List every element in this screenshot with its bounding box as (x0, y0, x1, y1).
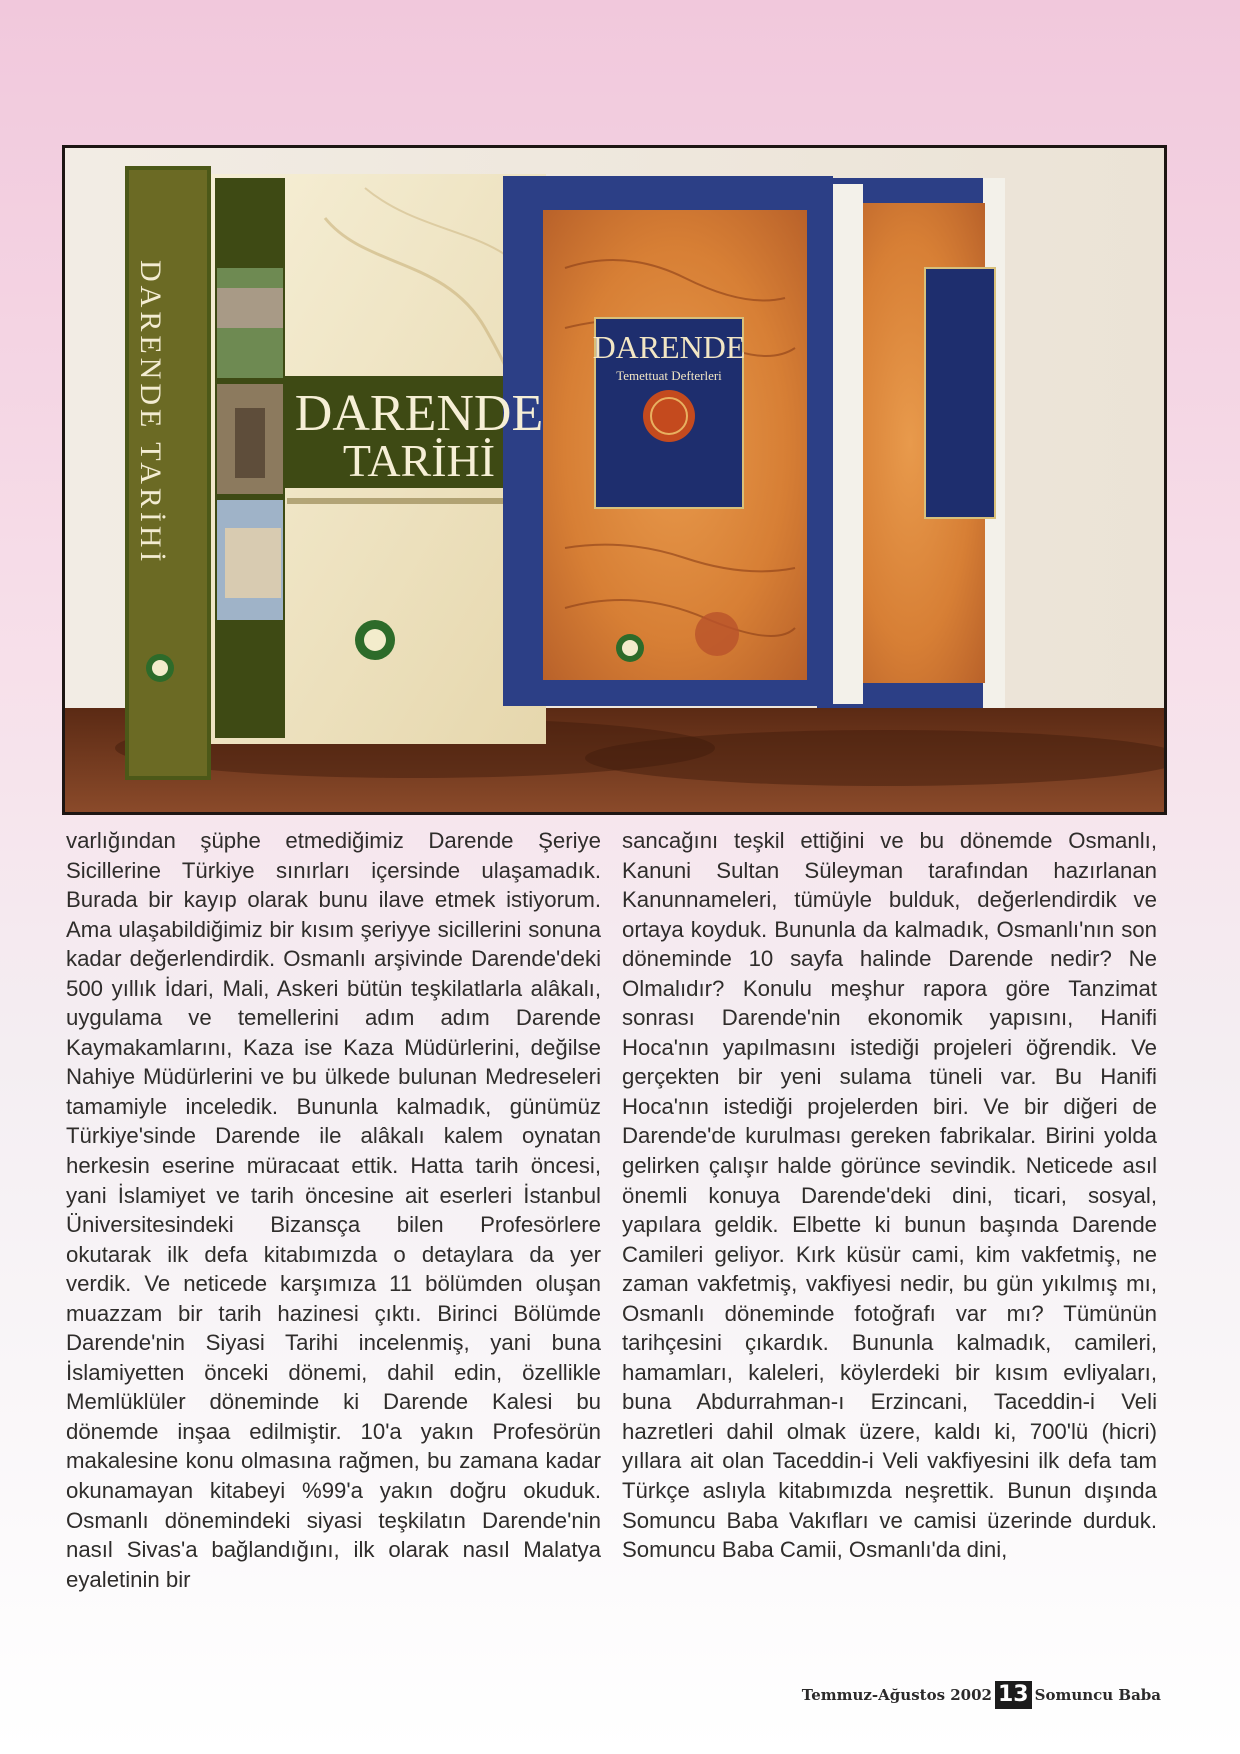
book-temettuat-front (503, 176, 863, 706)
book-photo (62, 145, 1167, 815)
page-footer (802, 1681, 1161, 1709)
books-illustration (65, 148, 1164, 812)
article-text-right: sancağını teşkil ettiğini ve bu dönemde Osmanlı, Kanuni Sultan Süleyman tarafından hazırlanan Kanunnameleri, tümüyle bulduk, değerlendirdik ve ortaya koyduk. Bununla da kalmadık, Osmanlı'nın son döneminde 10 sayfa halinde Darende nedir? Ne Olmalıdır? Konulu meşhur rapora göre Tanzimat sonrası Darende'nin ekonomik yapısını, Hanifi Hoca'nın yapılmasını istediği projeleri öğrendik. Ve gerçekten bir yeni sulama tüneli var. Bu Hanifi Hoca'nın istediği projelerden biri. Ve bir diğeri de Darende'de kurulması gereken fabrikalar. Birini yolda gelirken çalışır halde görünce sevindik. Neticede asıl önemli konuya Darende'deki dini, ticari, sosyal, yapılara geldik. Elbette ki bunun başında Darende Camileri geliyor. Kırk küsür cami, kim vakfetmiş, ne zaman vakfetmiş, vakfiyesi nedir, bu gün yıkılmış mı, Osmanlı döneminde fotoğrafı var mı? Tümünün tarihçesini çıkardık. Bununla kalmadık, camileri, hamamları, kaleleri, köylerdeki bir kısım evliyaları, buna Abdurrahman-ı Erzincani, Taceddin-i Veli hazretleri dahil olmak üzere, kaldı ki, 700'lü (hicri) yıllara ait olan Taceddin-i Veli vakfiyesini ilk defa tam Türkçe aslıyla kitabımızda neşrettik. Bunun dışında Somuncu Baba Vakıfları ve camisi üzerinde durduk. Somuncu Baba Camii, Osmanlı'da dini, (622, 828, 1157, 1563)
spine-title: DARENDE TARİHİ (134, 260, 167, 566)
cover-title-line2: TARİHİ (342, 435, 496, 486)
article-right-column (622, 826, 1157, 1565)
book2-title: DARENDE (592, 329, 746, 365)
article-left-column (66, 826, 601, 1594)
book2-subtitle: Temettuat Defterleri (616, 368, 722, 383)
issue-date: Temmuz-Ağustos 2002 (801, 1686, 992, 1704)
magazine-name: Somuncu Baba (1034, 1686, 1161, 1704)
page-number: 13 (995, 1681, 1032, 1709)
cover-title-line1: DARENDE (294, 385, 544, 442)
article-text-left: varlığından şüphe etmediğimiz Darende Şeriye Sicillerine Türkiye sınırları içersinde ulaşamadık. Burada bir kayıp olarak bunu ilave etmek istiyorum. Ama ulaşabildiğimiz bir kısım şeriyye sicillerini sonuna kadar değerlendirdik. Osmanlı arşivinde Darende'deki 500 yıllık İdari, Mali, Askeri bütün teşkilatlarla alâkalı, uygulama ve temellerini adım adım Darende Kaymakamlarını, Kaza ise Kaza Müdürlerini, değilse Nahiye Müdürlerini ve bu ülkede bulunan Medreseleri tamamiyle inceledik. Bununla kalmadık, günümüz Türkiye'sinde Darende ile alâkalı kalem oynatan herkesin eserine müracaat ettik. Hatta tarih öncesi, yani İslamiyet ve tarih öncesine ait eserleri İstanbul Üniversitesindeki Bizansça bilen Profesörlere okutarak ilk defa kitabımızda o detaylara da yer verdik. Ve neticede karşımıza 11 bölümden oluşan muazzam bir tarih hazinesi çıktı. Birinci Bölümde Darende'nin Siyasi Tarihi incelenmiş, yani buna İslamiyetten önceki dönemi, dahil edin, özellikle Memlüklüler döneminde ki Darende Kalesi bu dönemde inşaa edilmiştir. 10'a yakın Profesörün makalesine konu olmasına rağmen, bu zamana kadar okunamayan kitabeyi %99'a yakın doğru okuduk. Osmanlı dönemindeki siyasi teşkilatın Darende'nin nasıl Sivas'a bağlandığını, ilk olarak nasıl Malatya eyaletinin bir (66, 828, 601, 1592)
